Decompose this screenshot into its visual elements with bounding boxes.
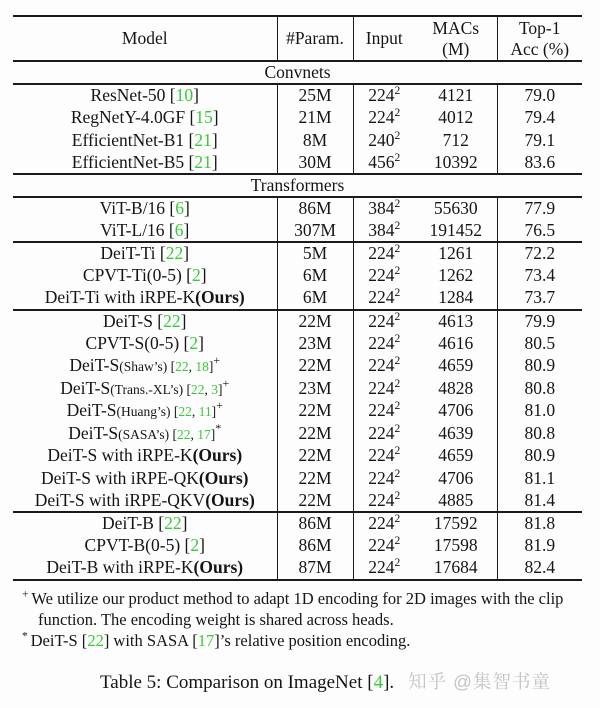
citation-link[interactable]: 3	[211, 381, 218, 397]
input-cell: $224^2$	[368, 310, 401, 331]
params-cell: 8M	[277, 129, 353, 152]
input-exponent: 2	[394, 377, 401, 390]
macs-cell: 17684	[415, 557, 497, 580]
top1-cell: 80.9	[524, 355, 556, 376]
citation-link[interactable]: 21	[194, 151, 212, 172]
text-segment: Table 5: Comparison on ImageNet [	[100, 672, 374, 693]
params-cell: 5M	[277, 242, 353, 265]
model-cell	[13, 467, 277, 490]
input-exponent: 2	[394, 107, 401, 120]
col-header-macs-line2: (M)	[442, 38, 470, 59]
footnote-marker: *	[22, 630, 31, 643]
input-exponent: 2	[394, 129, 401, 142]
text-segment: *	[215, 420, 222, 435]
model-cell	[13, 287, 277, 310]
top1-cell: 81.0	[524, 400, 556, 421]
text-segment: (Huang’s) [	[116, 404, 179, 420]
text-segment: ]	[217, 381, 223, 397]
citation-link[interactable]: 18	[195, 359, 209, 375]
model-cell	[13, 197, 277, 220]
input-exponent: 2	[394, 287, 401, 300]
table-row	[13, 400, 582, 423]
citation-link[interactable]: 4	[373, 672, 384, 693]
input-cell: $224^2$	[368, 422, 401, 443]
table-row	[13, 422, 582, 445]
input-exponent: 2	[394, 332, 401, 345]
col-header-params-label: #Param.	[286, 28, 344, 48]
input-exponent: 2	[394, 445, 401, 458]
text-segment: EfficientNet-B5 [	[71, 151, 195, 172]
top1-cell: 81.4	[524, 489, 556, 510]
text-segment: DeiT-S with iRPE-QKV	[34, 489, 206, 510]
params-cell: 22M	[277, 400, 353, 423]
footnote-marker: +	[22, 588, 32, 601]
input-exponent: 2	[394, 513, 401, 526]
input-cell: $384^2$	[368, 198, 401, 219]
watermark-handle: @集智书童	[453, 671, 551, 692]
text-segment: (Ours)	[198, 467, 249, 488]
col-header-macs	[415, 16, 497, 61]
top1-cell: 80.5	[524, 332, 556, 353]
params-cell: 22M	[277, 467, 353, 490]
input-cell: $224^2$	[368, 535, 401, 556]
text-segment: ]	[211, 129, 218, 150]
macs-cell: 17598	[415, 535, 497, 558]
text-segment: +	[213, 353, 221, 368]
params-cell: 87M	[277, 557, 353, 580]
params-cell: 86M	[277, 512, 353, 535]
params-cell: 21M	[277, 107, 353, 130]
col-header-top1-line2: Acc (%)	[510, 38, 570, 59]
input-cell: $224^2$	[368, 107, 401, 128]
table-row	[13, 129, 582, 152]
model-cell	[13, 310, 277, 333]
model-cell	[13, 242, 277, 265]
citation-link[interactable]: 10	[175, 85, 194, 106]
macs-cell: 4659	[415, 355, 497, 378]
model-cell	[13, 422, 277, 445]
text-segment: DeiT-S	[69, 355, 120, 376]
table-row	[13, 287, 582, 310]
model-cell	[13, 265, 277, 288]
citation-link[interactable]: 22	[87, 631, 104, 651]
table-row	[13, 242, 582, 265]
section-row	[13, 61, 582, 84]
params-cell: 23M	[277, 377, 353, 400]
text-segment: (Ours)	[205, 489, 255, 510]
table-row	[13, 512, 582, 535]
macs-cell: 4706	[415, 400, 497, 423]
text-segment: ].	[383, 672, 395, 693]
params-cell: 6M	[277, 287, 353, 310]
model-cell	[13, 332, 277, 355]
top1-cell: 83.6	[524, 151, 556, 172]
text-segment: ,	[204, 381, 212, 397]
input-cell: $224^2$	[368, 85, 401, 106]
input-cell: $224^2$	[368, 467, 401, 488]
text-segment: (Shaw’s) [	[119, 359, 176, 375]
top1-cell: 76.5	[524, 219, 556, 240]
params-cell: 25M	[277, 84, 353, 107]
table-row	[13, 220, 582, 243]
input-cell: $224^2$	[368, 332, 401, 353]
text-segment: DeiT-S	[60, 377, 111, 398]
input-cell: $224^2$	[368, 265, 401, 286]
input-exponent: 2	[394, 85, 401, 98]
input-cell: $224^2$	[368, 400, 401, 421]
watermark	[408, 671, 551, 692]
input-cell: $224^2$	[368, 287, 401, 308]
input-cell: $224^2$	[368, 557, 401, 578]
text-segment: DeiT-B with iRPE-K	[46, 557, 194, 578]
input-exponent: 2	[394, 489, 401, 502]
citation-link[interactable]: 22	[164, 513, 182, 534]
top1-cell: 82.4	[524, 557, 556, 578]
model-cell	[13, 152, 277, 175]
text-segment: ]	[183, 243, 190, 264]
model-cell	[13, 129, 277, 152]
top1-cell: 80.9	[524, 445, 556, 466]
citation-link[interactable]: 17	[197, 426, 211, 442]
macs-cell: 1284	[415, 287, 497, 310]
model-cell	[13, 445, 277, 468]
col-header-input	[353, 16, 415, 61]
input-exponent: 2	[394, 265, 401, 278]
text-segment: ]	[210, 426, 216, 442]
table-row	[13, 377, 582, 400]
text-segment: ]	[211, 404, 217, 420]
text-segment: DeiT-B [	[102, 513, 165, 534]
input-exponent: 2	[394, 400, 401, 413]
model-cell	[13, 84, 277, 107]
text-segment: ViT-B/16 [	[99, 198, 176, 219]
text-segment: ]	[183, 219, 190, 240]
top1-cell: 81.8	[524, 513, 556, 534]
text-segment: (Trans.-XL’s) [	[110, 381, 191, 397]
text-segment: (Ours)	[195, 287, 245, 308]
text-segment: DeiT-Ti with iRPE-K	[44, 287, 196, 308]
model-cell	[13, 400, 277, 423]
zhihu-logo-text: 知乎	[408, 671, 448, 692]
col-header-input-label: Input	[365, 28, 403, 48]
macs-cell: 191452	[415, 220, 497, 243]
input-exponent: 2	[394, 310, 401, 323]
citation-link[interactable]: 2	[190, 535, 200, 556]
input-cell: $224^2$	[368, 445, 401, 466]
header-row	[13, 16, 582, 61]
params-cell: 307M	[277, 220, 353, 243]
text-segment: RegNetY-4.0GF [	[70, 107, 196, 128]
input-exponent: 2	[394, 557, 401, 570]
params-cell: 6M	[277, 265, 353, 288]
macs-cell: 4828	[415, 377, 497, 400]
text-segment: +	[216, 398, 223, 413]
macs-cell: 4639	[415, 422, 497, 445]
model-cell	[13, 220, 277, 243]
text-segment: ]	[208, 359, 214, 375]
col-header-macs-line1: MACs	[432, 18, 480, 39]
table-row	[13, 445, 582, 468]
input-cell: $224^2$	[368, 377, 401, 398]
input-exponent: 2	[394, 198, 401, 211]
footnotes	[22, 588, 574, 651]
citation-link[interactable]: 22	[175, 359, 189, 375]
col-header-top1	[497, 16, 582, 61]
citation-link[interactable]: 15	[195, 107, 213, 128]
top1-cell: 80.8	[524, 422, 556, 443]
text-segment: (Ours)	[192, 445, 243, 466]
col-header-model	[13, 16, 277, 61]
citation-link[interactable]: 22	[177, 426, 191, 442]
section-row	[13, 174, 582, 197]
macs-cell: 4616	[415, 332, 497, 355]
input-exponent: 2	[394, 535, 401, 548]
table-row	[13, 467, 582, 490]
input-cell: $224^2$	[368, 355, 401, 376]
caption-row	[0, 668, 600, 694]
citation-link[interactable]: 11	[198, 404, 212, 420]
citation-link[interactable]: 17	[197, 631, 215, 651]
macs-cell: 1262	[415, 265, 497, 288]
model-cell	[13, 107, 277, 130]
text-segment: ]	[180, 310, 187, 331]
table-row	[13, 332, 582, 355]
citation-link[interactable]: 2	[189, 332, 199, 353]
input-exponent: 2	[394, 151, 401, 164]
col-header-model-label: Model	[121, 28, 168, 48]
top1-cell: 79.1	[524, 129, 556, 150]
top1-cell: 77.9	[524, 198, 556, 219]
params-cell: 22M	[277, 310, 353, 333]
text-segment: ]	[212, 107, 219, 128]
text-segment: ] with SASA [	[103, 631, 198, 651]
params-cell: 86M	[277, 197, 353, 220]
text-segment: ,	[188, 359, 196, 375]
macs-cell: 4012	[415, 107, 497, 130]
top1-cell: 72.2	[524, 243, 556, 264]
footnote	[22, 630, 574, 651]
input-cell: $224^2$	[368, 489, 401, 510]
table-body	[13, 61, 582, 580]
model-cell	[13, 512, 277, 535]
macs-cell: 4121	[415, 84, 497, 107]
citation-link[interactable]: 22	[190, 381, 205, 397]
text-segment: ]’s relative position encoding.	[214, 631, 411, 651]
macs-cell: 712	[415, 129, 497, 152]
text-segment: DeiT-S [	[103, 310, 164, 331]
top1-cell: 79.0	[524, 85, 556, 106]
text-segment: ]	[184, 198, 190, 219]
table-row	[13, 355, 582, 378]
citation-link[interactable]: 22	[165, 243, 184, 264]
table-row	[13, 535, 582, 558]
text-segment: CPVT-B(0-5) [	[84, 535, 191, 556]
text-segment: CPVT-S(0-5) [	[85, 332, 190, 353]
citation-link[interactable]: 21	[194, 129, 212, 150]
citation-link[interactable]: 22	[163, 310, 181, 331]
top1-cell: 80.8	[524, 377, 556, 398]
params-cell: 22M	[277, 490, 353, 513]
table-caption	[100, 672, 394, 693]
text-segment: ,	[191, 404, 199, 420]
macs-cell: 4885	[415, 490, 497, 513]
input-exponent: 2	[394, 422, 401, 435]
model-cell	[13, 490, 277, 513]
col-header-params	[277, 16, 353, 61]
input-cell: $240^2$	[368, 129, 401, 150]
top1-cell: 73.4	[524, 265, 556, 286]
model-cell	[13, 557, 277, 580]
footnote	[22, 588, 574, 630]
macs-cell: 55630	[415, 197, 497, 220]
text-segment: ]	[181, 513, 188, 534]
citation-link[interactable]: 2	[192, 265, 201, 286]
input-cell: $224^2$	[368, 513, 401, 534]
macs-cell: 17592	[415, 512, 497, 535]
citation-link[interactable]: 22	[178, 404, 192, 420]
text-segment: DeiT-S with iRPE-QK	[41, 467, 199, 488]
text-segment: ]	[199, 535, 205, 556]
top1-cell: 79.9	[524, 310, 556, 331]
text-segment: +	[222, 375, 230, 390]
input-cell: $456^2$	[368, 151, 401, 172]
params-cell: 86M	[277, 535, 353, 558]
section-title: Transformers	[250, 175, 345, 195]
macs-cell: 4659	[415, 445, 497, 468]
input-cell: $224^2$	[368, 243, 401, 264]
macs-cell: 4613	[415, 310, 497, 333]
text-segment: ]	[198, 332, 204, 353]
text-segment: ]	[200, 265, 207, 286]
col-header-top1-line1: Top-1	[518, 18, 561, 39]
table-row	[13, 557, 582, 580]
input-exponent: 2	[394, 467, 401, 480]
top1-cell: 79.4	[524, 107, 556, 128]
params-cell: 30M	[277, 152, 353, 175]
top1-cell: 81.9	[524, 535, 556, 556]
macs-cell: 4706	[415, 467, 497, 490]
params-cell: 22M	[277, 355, 353, 378]
table-row	[13, 490, 582, 513]
table-row	[13, 107, 582, 130]
text-segment: DeiT-S	[68, 422, 119, 443]
citation-link[interactable]: 6	[174, 219, 184, 240]
text-segment: ,	[190, 426, 198, 442]
text-segment: EfficientNet-B1 [	[71, 129, 195, 150]
input-exponent: 2	[394, 355, 401, 368]
text-segment: (SASA’s) [	[118, 426, 178, 442]
table-row	[13, 310, 582, 333]
table-row	[13, 265, 582, 288]
text-segment: We utilize our product method to adapt 1D encoding for 2D images with the clip function. The encoding weight is shared across heads.	[31, 589, 564, 630]
section-title: Convnets	[264, 62, 331, 82]
params-cell: 22M	[277, 445, 353, 468]
table-row	[13, 152, 582, 175]
text-segment: CPVT-Ti(0-5) [	[82, 265, 192, 286]
model-cell	[13, 355, 277, 378]
model-cell	[13, 535, 277, 558]
model-cell	[13, 377, 277, 400]
text-segment: DeiT-S with iRPE-K	[47, 445, 193, 466]
text-segment: DeiT-Ti [	[100, 243, 166, 264]
macs-cell: 1261	[415, 242, 497, 265]
input-cell: $384^2$	[368, 219, 401, 240]
top1-cell: 81.1	[524, 467, 556, 488]
text-segment: ResNet-50 [	[90, 85, 176, 106]
comparison-table	[13, 15, 582, 581]
table-row	[13, 197, 582, 220]
text-segment: ]	[193, 85, 199, 106]
macs-cell: 10392	[415, 152, 497, 175]
text-segment: ]	[211, 151, 218, 172]
text-segment: DeiT-S [	[30, 631, 88, 651]
input-exponent: 2	[394, 243, 401, 256]
top1-cell: 73.7	[524, 287, 556, 308]
table-row	[13, 84, 582, 107]
citation-link[interactable]: 6	[175, 198, 185, 219]
input-exponent: 2	[394, 219, 401, 232]
text-segment: DeiT-S	[66, 400, 117, 421]
text-segment: ViT-L/16 [	[100, 219, 175, 240]
text-segment: (Ours)	[193, 557, 244, 578]
params-cell: 23M	[277, 332, 353, 355]
params-cell: 22M	[277, 422, 353, 445]
